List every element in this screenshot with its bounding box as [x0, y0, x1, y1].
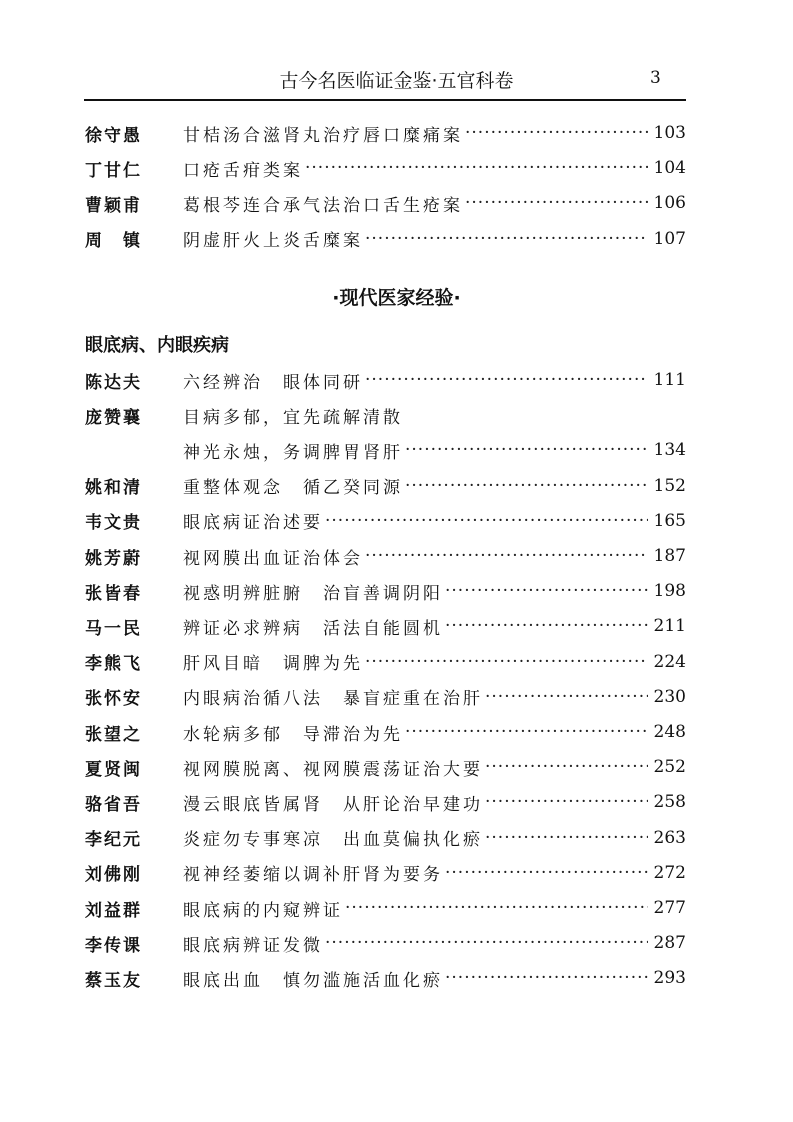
entry-page: 287 — [653, 933, 686, 954]
entry-title: 视网膜出血证治体会 — [183, 548, 363, 569]
entry-title: 葛根芩连合承气法治口舌生疮案 — [183, 195, 463, 216]
toc-entry[interactable] — [85, 119, 686, 147]
entry-page: 224 — [653, 651, 686, 672]
entry-title: 肝风目暗 调脾为先 — [183, 654, 363, 675]
author-name: 李纪元 — [85, 830, 142, 851]
entry-page: 277 — [653, 898, 686, 918]
dot-leader — [365, 229, 648, 249]
entry-page: 187 — [653, 546, 686, 566]
dot-leader — [325, 511, 648, 531]
dot-leader — [445, 581, 648, 601]
dot-leader — [485, 792, 648, 812]
entry-page: 252 — [653, 757, 686, 778]
author-name: 丁甘仁 — [85, 160, 142, 181]
entry-title: 眼底病的内窥辨证 — [183, 900, 343, 921]
entry-title: 眼底出血 慎勿滥施活血化瘀 — [183, 970, 443, 991]
toc-entry[interactable] — [85, 859, 686, 887]
author-name: 张怀安 — [85, 689, 142, 710]
entry-title: 眼底病辨证发微 — [183, 935, 323, 956]
dot-leader — [345, 898, 648, 918]
author-name: 曹颖甫 — [85, 195, 142, 216]
entry-title: 辨证必求辨病 活法自能圆机 — [183, 618, 443, 639]
dot-leader — [365, 652, 648, 672]
toc-entry[interactable] — [85, 929, 686, 957]
entry-page: 103 — [653, 123, 686, 143]
entry-page: 107 — [653, 228, 686, 249]
author-name: 李熊飞 — [85, 654, 142, 675]
dot-leader — [325, 933, 648, 953]
author-name: 张皆春 — [85, 583, 142, 604]
header-rule — [84, 99, 686, 101]
author-name: 庞赞襄 — [85, 407, 142, 428]
dot-leader — [445, 863, 648, 883]
toc-entry[interactable] — [85, 648, 686, 676]
dot-leader — [485, 828, 648, 848]
entry-title: 阴虚肝火上炎舌糜案 — [183, 231, 363, 252]
toc-entry[interactable] — [85, 472, 686, 500]
toc-entry[interactable] — [85, 542, 686, 570]
entry-title: 六经辨治 眼体同研 — [183, 372, 363, 393]
section-title: ·现代医家经验· — [332, 287, 461, 309]
toc-entry[interactable] — [85, 436, 686, 464]
author-name: 张望之 — [85, 724, 142, 745]
dot-leader — [465, 123, 648, 143]
entry-title: 甘桔汤合滋肾丸治疗唇口糜痛案 — [183, 125, 463, 146]
running-header-title: 古今名医临证金鉴·五官科卷 — [279, 70, 514, 92]
entry-title: 视惑明辨脏腑 治盲善调阴阳 — [183, 583, 443, 604]
author-name: 刘佛刚 — [85, 865, 142, 886]
entry-title: 目病多郁，宜先疏解清散 — [183, 407, 403, 428]
entry-page: 198 — [653, 581, 686, 602]
dot-leader — [405, 440, 648, 460]
author-name: 李传课 — [85, 935, 142, 956]
entry-title: 水轮病多郁 导滞治为先 — [183, 724, 403, 745]
subsection-title: 眼底病、内眼疾病 — [85, 335, 229, 356]
toc-entry[interactable] — [85, 894, 686, 922]
author-name: 姚和清 — [85, 478, 142, 499]
entry-page: 230 — [653, 686, 686, 707]
entry-title: 视神经萎缩以调补肝肾为要务 — [183, 865, 443, 886]
toc-entry[interactable] — [85, 753, 686, 781]
entry-page: 104 — [653, 158, 686, 179]
dot-leader — [365, 546, 648, 566]
dot-leader — [305, 158, 648, 178]
entry-title: 口疮舌疳类案 — [183, 160, 303, 181]
entry-page: 134 — [653, 440, 686, 461]
dot-leader — [405, 476, 648, 496]
toc-entry[interactable] — [85, 401, 686, 429]
entry-page: 293 — [653, 968, 686, 989]
author-name: 陈达夫 — [85, 372, 142, 393]
toc-entry[interactable] — [85, 366, 686, 394]
toc-entry[interactable] — [85, 612, 686, 640]
toc-entry[interactable] — [85, 507, 686, 535]
entry-title: 内眼病治循八法 暴盲症重在治肝 — [183, 689, 483, 710]
entry-page: 152 — [653, 475, 686, 496]
toc-entry[interactable] — [85, 225, 686, 253]
author-name: 徐守愚 — [85, 125, 142, 146]
dot-leader — [445, 616, 648, 636]
dot-leader — [405, 722, 648, 742]
toc-entry[interactable] — [85, 189, 686, 217]
dot-leader — [445, 968, 648, 988]
entry-page: 272 — [653, 862, 686, 883]
entry-page: 258 — [653, 792, 686, 813]
dot-leader — [465, 193, 648, 213]
author-name: 蔡玉友 — [85, 970, 142, 991]
entry-title: 重整体观念 循乙癸同源 — [183, 478, 403, 499]
entry-page: 165 — [653, 510, 686, 531]
entry-title: 视网膜脱离、视网膜震荡证治大要 — [183, 759, 483, 780]
author-name: 韦文贵 — [85, 513, 142, 534]
entry-page: 263 — [653, 827, 686, 848]
entry-title: 炎症勿专事寒凉 出血莫偏执化瘀 — [183, 830, 483, 851]
page-number: 3 — [650, 68, 661, 88]
entry-title: 神光永烛，务调脾胃肾肝 — [183, 442, 403, 463]
toc-entry[interactable] — [85, 718, 686, 746]
entry-page: 211 — [653, 616, 686, 637]
entry-page: 106 — [653, 193, 686, 214]
toc-entry[interactable] — [85, 683, 686, 711]
entry-page: 248 — [653, 722, 686, 742]
toc-entry[interactable] — [85, 788, 686, 816]
dot-leader — [485, 687, 648, 707]
author-name: 骆省吾 — [85, 794, 142, 815]
author-name: 马一民 — [85, 618, 142, 639]
entry-title: 漫云眼底皆属肾 从肝论治早建功 — [183, 794, 483, 815]
author-name: 刘益群 — [85, 900, 142, 921]
author-name: 姚芳蔚 — [85, 548, 142, 569]
dot-leader — [485, 757, 648, 777]
toc-entry[interactable] — [85, 824, 686, 852]
toc-entry[interactable] — [85, 964, 686, 992]
author-name: 周 镇 — [85, 231, 142, 252]
dot-leader — [365, 370, 648, 390]
toc-entry[interactable] — [85, 577, 686, 605]
toc-entry[interactable] — [85, 154, 686, 182]
author-name: 夏贤闽 — [85, 759, 142, 780]
entry-page: 111 — [653, 370, 686, 390]
entry-title: 眼底病证治述要 — [183, 513, 323, 534]
